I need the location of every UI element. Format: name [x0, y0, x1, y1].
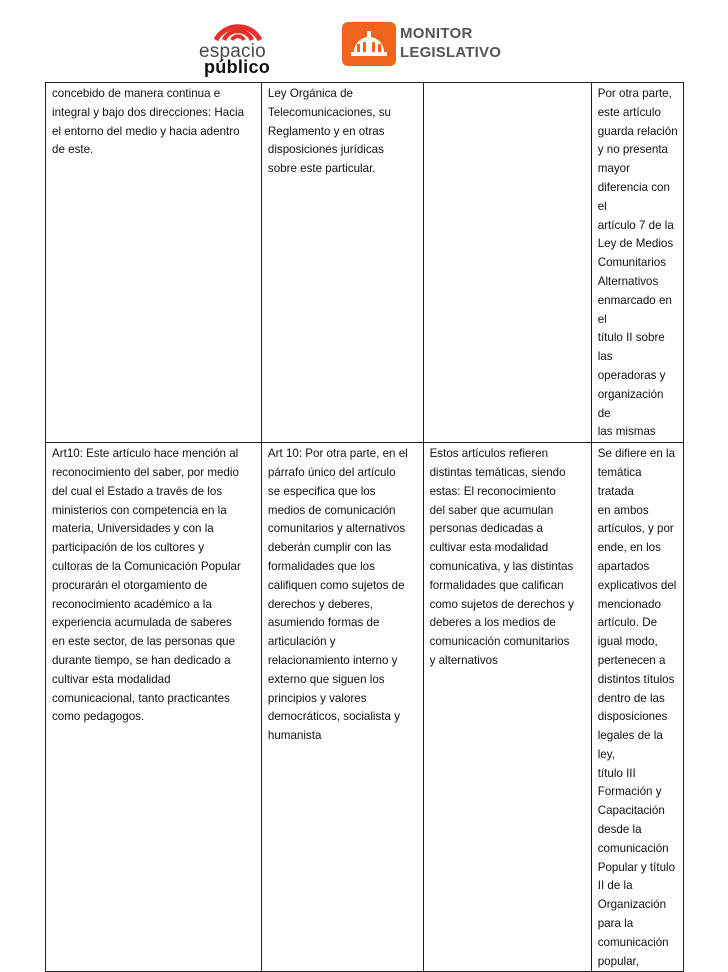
espacio-publico-logo [196, 14, 296, 76]
table-cell [423, 83, 591, 443]
table-cell [423, 443, 591, 972]
cell-text: Ley Orgánica de Telecomunicaciones, su Reglamento y en otras disposiciones jurídicas sobre este particular. [267, 87, 391, 176]
table-cell [46, 443, 262, 972]
table-row [46, 443, 684, 972]
cell-text: Se difiere en la temática tratada en ambos artículos, y por ende, en los apartados explicativos del mencionado artículo. De igual modo, pertenecen a distintos títulos dentro de las disposiciones legales de la ley, título III Formación y Capacitación desde la comunicación Popular y título II de la Organización para la comunicación popular, [597, 447, 677, 968]
capitol-dome-icon [342, 22, 396, 66]
comparison-table [45, 82, 684, 972]
table-cell [591, 83, 683, 443]
logo-espacio-text: espacio [199, 41, 266, 62]
table-cell [46, 83, 262, 443]
logo-publico-text: público [204, 57, 271, 77]
logo-monitor-text: MONITOR [400, 25, 473, 42]
signal-arcs-icon [210, 14, 266, 44]
table-cell [261, 83, 423, 443]
logo-legislativo-text: LEGISLATIVO [400, 44, 502, 61]
cell-text: Art10: Este artículo hace mención al reconocimiento del saber, por medio del cual el Estado a través de los ministerios con competencia en la materia, Universidades y con la participación de los cultores y cultoras de la Comunicación Popular procurarán el otorgamiento de reconocimiento académico a la experiencia acumulada de saberes en este sector, de las personas que durante tiempo, se han dedicado a cultivar esta modalidad comunicacional, tanto practicantes como pedagogos. [52, 447, 241, 724]
cell-text: Art 10: Por otra parte, en el párrafo único del artículo se especifica que los medios de comunicación comunitarios y alternativos deberán cumplir con las formalidades que los califiquen como sujetos de derechos y deberes, asumiendo formas de articulación y relacionamiento interno y externo que siguen los principios y valores democráticos, socialista y humanista [267, 447, 408, 743]
table-cell [591, 443, 683, 972]
cell-text: Por otra parte, este artículo guarda relación y no presenta mayor diferencia con el artículo 7 de la Ley de Medios Comunitarios Alternativos enmarcado en el título II sobre las operadoras y organización de las mismas [597, 87, 678, 439]
table-cell [261, 443, 423, 972]
cell-text: Estos artículos refieren distintas temáticas, siendo estas: El reconocimiento del saber que acumulan personas dedicadas a cultivar esta modalidad comunicativa, y las distintas formalidades que califican como sujetos de derechos y deberes a los medios de comunicación comunitarios y alternativos [429, 447, 574, 667]
cell-text: concebido de manera continua e integral y bajo dos direcciones: Hacia el entorno del medio y hacia adentro de este. [52, 87, 245, 157]
monitor-legislativo-logo [342, 22, 532, 66]
table-row [46, 83, 684, 443]
